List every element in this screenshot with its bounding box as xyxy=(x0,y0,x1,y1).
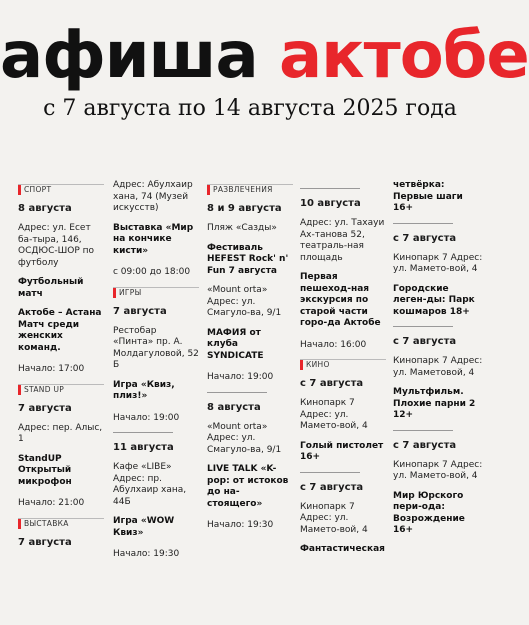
category-sport xyxy=(18,184,104,195)
event-time: Начало: 16:00 xyxy=(300,339,367,350)
event-address: Адрес: пер. Алыс, 1 xyxy=(18,422,103,444)
divider xyxy=(393,326,453,327)
event-title: четвёрка: Первые шаги 16+ xyxy=(393,180,463,213)
event-address: «Mount orta» Адрес: ул. Смагуло-ва, 9/1 xyxy=(207,285,282,318)
title-word-city: актобе xyxy=(278,19,529,93)
category-label: ВЫСТАВКА xyxy=(24,518,69,528)
event-date: 7 августа xyxy=(18,536,72,548)
event-address: Адрес: Абулхаир хана, 74 (Музей искусств) xyxy=(113,180,193,213)
event-address: Кинопарк 7 Адрес: ул. Маметовой, 4 xyxy=(393,356,483,378)
category-label: СПОРТ xyxy=(24,185,52,195)
poster-header xyxy=(0,0,529,170)
event-address: Кинопарк 7 Адрес: ул. Мамето-вой, 4 xyxy=(393,252,483,274)
event-address: Адрес: ул. Есет ба-тыра, 146, ОСДЮС-ШОР по футболу xyxy=(18,223,95,268)
event-date: 8 и 9 августа xyxy=(207,203,282,214)
event-date: с 7 августа xyxy=(393,232,457,244)
event-date: с 7 августа xyxy=(393,336,457,347)
event-address: «Mount orta» Адрес: ул. Смагуло-ва, 9/1 xyxy=(207,421,282,455)
event-title: Первая пешеход-ная экскурсия по старой части горо-да Актобе xyxy=(300,272,381,328)
category-marker xyxy=(18,385,21,395)
divider xyxy=(113,432,173,433)
event-address: Кинопарк 7 Адрес: ул. Мамето-вой, 4 xyxy=(393,459,483,481)
column-2 xyxy=(113,180,199,569)
title-word-afisha: афиша xyxy=(0,19,258,93)
event-title: LIVE TALK «K-pop: от истоков до на-стоящего» xyxy=(207,464,289,509)
category-label: ИГРЫ xyxy=(119,287,142,297)
event-time: с 09:00 до 18:00 xyxy=(113,267,191,277)
event-address: Кинопарк 7 Адрес: ул. Мамето-вой, 4 xyxy=(300,501,368,535)
event-title: StandUP Открытый микрофон xyxy=(18,453,72,487)
event-title: Фестиваль HEFEST Rock' n' Fun 7 августа xyxy=(207,242,289,276)
category-marker xyxy=(300,360,303,370)
divider xyxy=(207,392,267,393)
category-marker xyxy=(207,185,210,195)
column-3 xyxy=(207,180,293,540)
event-address: Адрес: ул. Тахауи Ах-танова 52, театраль-ная площадь xyxy=(300,218,385,263)
event-date: с 7 августа xyxy=(300,378,364,389)
event-time: Начало: 19:30 xyxy=(113,549,180,559)
event-title: Городские леген-ды: Парк кошмаров 18+ xyxy=(393,283,475,317)
event-date: 10 августа xyxy=(300,198,361,209)
event-time: Начало: 17:00 xyxy=(18,364,85,374)
event-address: Кафе «LIBE» Адрес: пр. Абулхаир хана, 44Б xyxy=(113,462,187,507)
event-date: 7 августа xyxy=(113,305,167,317)
category-label: КИНО xyxy=(306,360,330,370)
event-description: Актобе – Астана Матч среди женских команд. xyxy=(18,308,102,353)
column-5 xyxy=(393,180,485,545)
event-date: 11 августа xyxy=(113,442,174,453)
divider xyxy=(300,188,360,189)
event-date: 8 августа xyxy=(18,203,72,214)
column-1 xyxy=(18,180,104,557)
category-marker xyxy=(18,185,21,195)
event-address: Пляж «Сазды» xyxy=(207,223,277,233)
event-address: Кинопарк 7 Адрес: ул. Мамето-вой, 4 xyxy=(300,398,368,431)
event-time: Начало: 19:30 xyxy=(207,520,274,530)
event-date: с 7 августа xyxy=(300,481,364,493)
divider xyxy=(393,430,453,431)
event-title: МАФИЯ от клуба SYNDICATE xyxy=(207,327,264,361)
category-cinema xyxy=(300,359,386,370)
category-label: STAND UP xyxy=(24,384,65,394)
category-standup xyxy=(18,384,104,395)
column-4 xyxy=(300,180,386,564)
date-range: с 7 августа по 14 августа 2025 года xyxy=(43,96,457,121)
event-time: Начало: 19:00 xyxy=(113,412,180,423)
category-exhibition xyxy=(18,518,104,529)
event-title: Игра «WOW Квиз» xyxy=(113,516,175,538)
event-address: Рестобар «Пинта» пр. А. Молдагуловой, 52 Б xyxy=(113,325,199,370)
event-date: 7 августа xyxy=(18,402,72,414)
poster-title xyxy=(0,18,529,94)
divider xyxy=(393,223,453,224)
event-time: Начало: 19:00 xyxy=(207,372,274,382)
event-title: Фантастическая xyxy=(300,544,385,554)
event-title: Выставка «Мир на кончике кисти» xyxy=(113,222,194,256)
category-label: РАЗВЛЕЧЕНИЯ xyxy=(213,185,273,195)
category-marker xyxy=(18,519,21,529)
category-marker xyxy=(113,288,116,298)
event-time: Начало: 21:00 xyxy=(18,498,85,508)
event-title: Игра «Квиз, плиз!» xyxy=(113,379,175,401)
event-date: 8 августа xyxy=(207,401,261,413)
event-title: Голый пистолет 16+ xyxy=(300,440,384,462)
event-title: Мир Юрского пери-ода: Возрождение 16+ xyxy=(393,490,465,535)
event-title: Футбольный матч xyxy=(18,277,84,299)
event-title: Мультфильм. Плохие парни 2 12+ xyxy=(393,387,476,420)
event-date: с 7 августа xyxy=(393,439,457,451)
category-games xyxy=(113,287,199,298)
divider xyxy=(300,472,360,473)
category-entertainment xyxy=(207,184,293,195)
